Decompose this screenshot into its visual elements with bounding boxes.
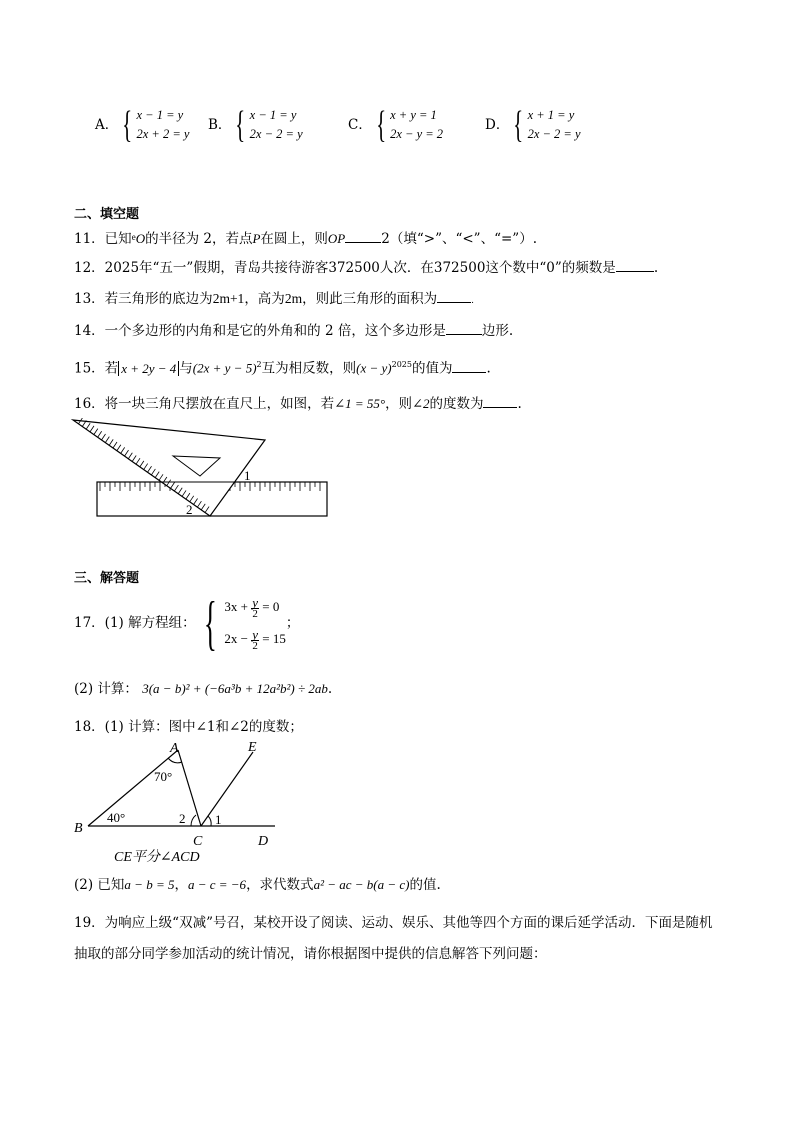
q13-text: ，则此三角形的面积为 <box>302 291 438 307</box>
segment-label: OP <box>327 231 346 246</box>
condition-1: a − b = 5 <box>124 877 175 892</box>
question-18: 18．(1) 计算：图中∠1和∠2的度数； <box>74 719 303 735</box>
q16-text: 16．将一块三角尺摆放在直尺上，如图，若 <box>74 396 335 412</box>
angle-label-1: 1 <box>244 468 251 483</box>
answer-blank[interactable] <box>616 271 654 272</box>
section-title-fill-in: 二、填空题 <box>74 207 140 222</box>
angle-1-value: ∠1 = 55° <box>334 396 386 411</box>
q11-text: 11．已知 <box>74 231 132 247</box>
angle-label-2: 2 <box>186 502 193 517</box>
brace: { <box>375 104 386 146</box>
point-c-label: C <box>193 834 203 849</box>
q14-text: 14．一个多边形的内角和是它的外角和的 2 倍，这个多边形是 <box>74 323 446 339</box>
power-expression: (x − y) <box>356 360 392 376</box>
option-letter: B． <box>208 117 232 133</box>
brace: { <box>235 104 246 146</box>
answer-blank[interactable] <box>452 372 486 373</box>
question-17 <box>74 591 299 655</box>
question-18-part-2 <box>74 876 441 894</box>
q11-text: 2（填“>”、“<”、“=”）. <box>381 231 537 247</box>
question-12 <box>74 259 658 277</box>
question-14 <box>74 322 513 340</box>
equation-system <box>137 106 190 144</box>
angle-2-arc <box>191 815 196 826</box>
equation-1: 3x + $\frac{y}{2}$ = 0 <box>224 594 280 620</box>
segment-ab <box>88 750 178 826</box>
angle-2-label: 2 <box>179 811 186 826</box>
q16-text: ，则 <box>385 396 413 412</box>
figure-caption: CE平分∠ACD <box>114 850 200 865</box>
absolute-value-expression: x + 2y − 4 <box>118 361 179 376</box>
separator: ， <box>174 877 188 893</box>
equation-system <box>390 106 443 144</box>
option-letter: A． <box>95 117 119 133</box>
option-letter: D． <box>485 117 510 133</box>
q10-option-a <box>95 106 189 144</box>
section-title-solve: 三、解答题 <box>74 571 140 586</box>
algebraic-expression: a² − ac − b(a − c) <box>313 877 410 892</box>
equation-system <box>528 106 581 144</box>
equation-system <box>224 591 285 655</box>
option-letter: C． <box>348 117 372 133</box>
q13-end: . <box>471 296 474 306</box>
q13-text: 13．若三角形的底边为 <box>74 291 213 307</box>
q15-text: 15．若 <box>74 360 119 377</box>
q10-options-row <box>95 106 615 150</box>
equation-2: 2x − 2 = y <box>527 127 581 141</box>
circle-symbol: e <box>131 232 136 242</box>
question-19-line-1: 19．为响应上级“双减”号召，某校开设了阅读、运动、娱乐、其他等四个方面的课后延学活动．下面是随机 <box>74 915 713 931</box>
q12-text: 12．2025年“五一”假期，青岛共接待游客372500人次．在372500这个数中“0”的频数是 <box>74 260 616 276</box>
exponent: 2 <box>256 360 262 369</box>
angle-1-arc <box>208 816 211 826</box>
question-13 <box>74 290 474 310</box>
angle-b-value: 40° <box>107 810 126 825</box>
q18b-text: (2) 已知 <box>74 877 125 893</box>
point-a-label: A <box>170 741 179 756</box>
base-expression: 2m+1 <box>212 291 245 306</box>
angle-a-value: 70° <box>154 769 173 784</box>
point-e-label: E <box>248 740 257 755</box>
q18b-text: ，求代数式 <box>246 877 314 893</box>
q17-label: 17．(1) 解方程组： <box>74 615 196 631</box>
point-d-label: D <box>258 834 269 849</box>
question-15 <box>74 356 491 378</box>
q10-option-b <box>208 106 303 144</box>
figure-18-angles <box>70 737 285 867</box>
condition-2: a − c = −6 <box>187 877 247 892</box>
question-16 <box>74 395 522 413</box>
equation-2: 2x − y = 2 <box>390 127 444 141</box>
answer-blank[interactable] <box>345 242 381 243</box>
q17b-label: (2) 计算： <box>74 681 138 697</box>
q10-option-c <box>348 106 443 144</box>
point-b-label: B <box>74 821 83 836</box>
q17b-end: . <box>327 681 333 697</box>
q14-text: 边形. <box>481 323 514 339</box>
equation-2: 2x + 2 = y <box>136 127 190 141</box>
brace: { <box>122 104 133 146</box>
angle-a-arc <box>168 758 182 763</box>
equation-2: 2x − $\frac{y}{2}$ = 15 <box>224 626 286 652</box>
q10-option-d <box>485 106 581 144</box>
semicolon: ； <box>285 615 300 631</box>
q15-text: 的值为 <box>411 360 453 377</box>
equation-1: x + y = 1 <box>390 108 437 122</box>
angle-2-label: ∠2 <box>412 396 430 411</box>
equation-1: x − 1 = y <box>249 108 297 122</box>
circle-center-label: O <box>135 231 146 246</box>
question-17-part-2 <box>74 680 332 698</box>
ray-ce <box>201 752 253 826</box>
height-expression: 2m <box>284 291 303 306</box>
brace: { <box>513 104 524 146</box>
q16-end: . <box>517 396 522 412</box>
equation-2: 2x − 2 = y <box>249 127 303 141</box>
q15-end: . <box>486 360 491 377</box>
q12-end: . <box>653 260 659 276</box>
exponent: 2025 <box>391 360 412 369</box>
equation-1: x − 1 = y <box>136 108 184 122</box>
q11-text: 在圆上，则 <box>260 231 328 247</box>
q16-text: 的度数为 <box>429 396 484 412</box>
squared-expression: (2x + y − 5) <box>192 360 257 376</box>
calculation-expression: 3(a − b)² + (−6a³b + 12a²b²) ÷ 2ab <box>142 681 328 696</box>
figure-16-ruler-triangle <box>70 418 332 520</box>
equation-system <box>250 106 303 144</box>
q15-text: 与 <box>179 360 193 377</box>
angle-1-label: 1 <box>215 812 222 827</box>
point-label: P <box>252 231 261 246</box>
q11-text: 的半径为 2，若点 <box>145 231 253 247</box>
answer-blank[interactable] <box>437 302 471 303</box>
answer-blank[interactable] <box>446 334 482 335</box>
answer-blank[interactable] <box>483 407 517 408</box>
q15-text: 互为相反数，则 <box>261 360 357 377</box>
equation-1: x + 1 = y <box>527 108 575 122</box>
q13-text: ，高为 <box>244 291 285 307</box>
question-11 <box>74 228 537 248</box>
question-19-line-2: 抽取的部分同学参加活动的统计情况，请你根据图中提供的信息解答下列问题： <box>74 946 547 962</box>
q18b-text: 的值. <box>409 877 441 893</box>
brace: { <box>203 590 217 656</box>
